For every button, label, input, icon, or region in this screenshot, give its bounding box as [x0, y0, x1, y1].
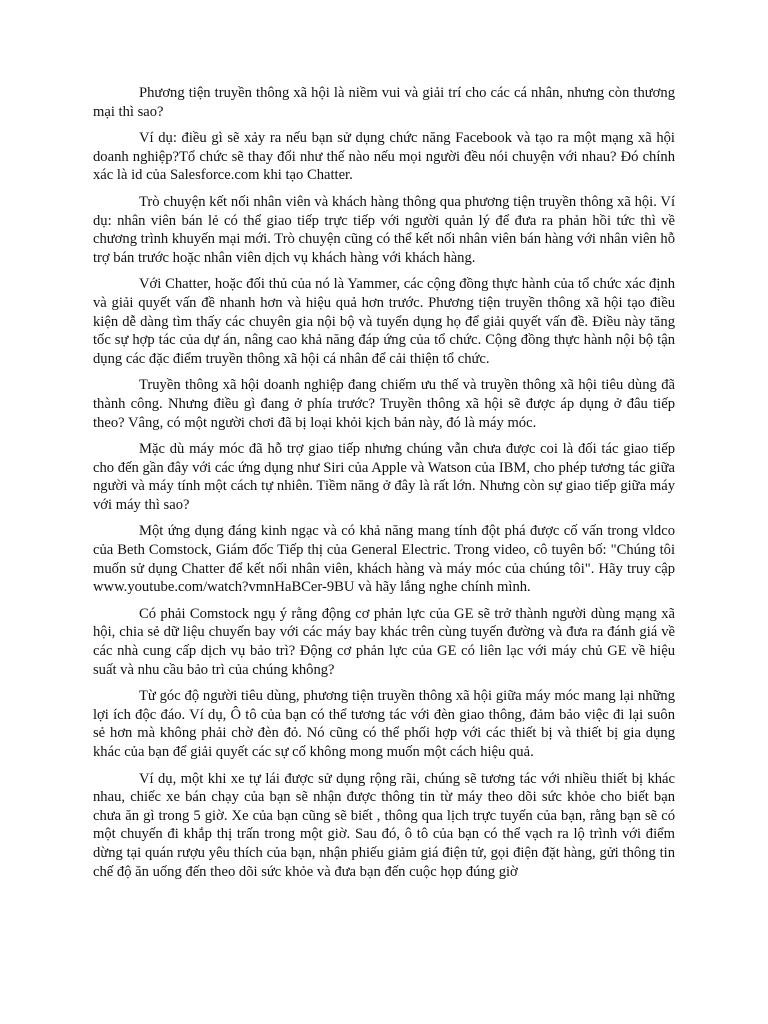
paragraph-4: Với Chatter, hoặc đối thủ của nó là Yammer, các cộng đồng thực hành của tổ chức xác định và giải quyết vấn đề nhanh hơn và hiệu quả hơn trước. Phương tiện truyền thông xã hội tạo điều kiện dễ dàng tìm thấy các chuyên gia nội bộ và tuyển dụng họ để giải quyết vấn đề. Điều này tăng tốc sự hợp tác của dự án, nâng cao khả năng đáp ứng của tổ chức. Cộng đồng thực hành nội bộ tận dụng các đặc điểm truyền thông xã hội cá nhân để cải thiện tổ chức. [93, 276, 675, 367]
paragraph-1: Phương tiện truyền thông xã hội là niềm vui và giải trí cho các cá nhân, nhưng còn thương mại thì sao? [93, 85, 675, 120]
paragraph-7: Một ứng dụng đáng kinh ngạc và có khả năng mang tính đột phá được cố vấn trong vldco của Beth Comstock, Giám đốc Tiếp thị của General Electric. Trong video, cô tuyên bố: "Chúng tôi muốn sử dụng Chatter để kết nối nhân viên, khách hàng và máy móc của chúng tôi". Hãy truy cập www.youtube.com/watch?vmnHaBCer-9BU và hãy lắng nghe chính mình. [93, 523, 675, 596]
paragraph-5: Truyền thông xã hội doanh nghiệp đang chiếm ưu thế và truyền thông xã hội tiêu dùng đã thành công. Nhưng điều gì đang ở phía trước? Truyền thông xã hội sẽ được áp dụng ở đâu tiếp theo? Vâng, có một người chơi đã bị loại khỏi kịch bản này, đó là máy móc. [93, 377, 675, 431]
paragraph-8: Có phải Comstock ngụ ý rằng động cơ phản lực của GE sẽ trở thành người dùng mạng xã hội, chia sẻ dữ liệu chuyến bay với các máy bay khác trên cùng tuyến đường và đưa ra đánh giá về các nhà cung cấp dịch vụ bảo trì? Động cơ phản lực của GE có liên lạc với máy chủ GE về hiệu suất và nhu cầu bảo trì của chúng không? [93, 605, 675, 678]
paragraph-9: Từ góc độ người tiêu dùng, phương tiện truyền thông xã hội giữa máy móc mang lại những lợi ích độc đáo. Ví dụ, Ô tô của bạn có thể tương tác với đèn giao thông, đảm bảo việc đi lại suôn sẻ hơn mà không phải chờ đèn đỏ. Nó cũng có thể phối hợp với các thiết bị và thiết bị gia dụng khác của bạn để giải quyết các sự cố không mong muốn một cách hiệu quả. [93, 688, 675, 760]
paragraph-3: Trò chuyện kết nối nhân viên và khách hàng thông qua phương tiện truyền thông xã hội. Ví dụ: nhân viên bán lẻ có thể giao tiếp trực tiếp với người quản lý để đưa ra phản hồi tức thì về chương trình khuyến mại mới. Trò chuyện cũng có thể kết nối nhân viên bán hàng với nhân viên hỗ trợ bán trước hoặc nhân viên dịch vụ khách hàng với khách hàng. [93, 193, 675, 266]
document-page [93, 84, 675, 889]
paragraph-2: Ví dụ: điều gì sẽ xảy ra nếu bạn sử dụng chức năng Facebook và tạo ra một mạng xã hội doanh nghiệp?Tổ chức sẽ thay đổi như thế nào nếu mọi người đều nói chuyện với nhau? Đó chính xác là id của Salesforce.com khi tạo Chatter. [93, 130, 675, 184]
paragraph-6: Mặc dù máy móc đã hỗ trợ giao tiếp nhưng chúng vẫn chưa được coi là đối tác giao tiếp cho đến gần đây với các ứng dụng như Siri của Apple và Watson của IBM, cho phép tương tác giữa người và máy tính một cách tự nhiên. Tiềm năng ở đây là rất lớn. Nhưng còn sự giao tiếp giữa máy với máy thì sao? [93, 441, 675, 513]
paragraph-10: Ví dụ, một khi xe tự lái được sử dụng rộng rãi, chúng sẽ tương tác với nhiều thiết bị khác nhau, chiếc xe bán chạy của bạn sẽ nhận được thông tin từ máy theo dõi sức khỏe cho biết bạn chưa ăn gì trong 5 giờ. Xe của bạn cũng sẽ biết , thông qua lịch trực tuyến của bạn, rằng bạn sẽ có một chuyến đi khắp thị trấn trong một giờ. Sau đó, ô tô của bạn có thể vạch ra lộ trình với điểm dừng tại quán rượu yêu thích của bạn, nhận phiếu giảm giá điện tử, gọi điện đặt hàng, gửi thông tin chế độ ăn uống đến theo dõi sức khỏe và đưa bạn đến cuộc họp đúng giờ [93, 770, 675, 880]
